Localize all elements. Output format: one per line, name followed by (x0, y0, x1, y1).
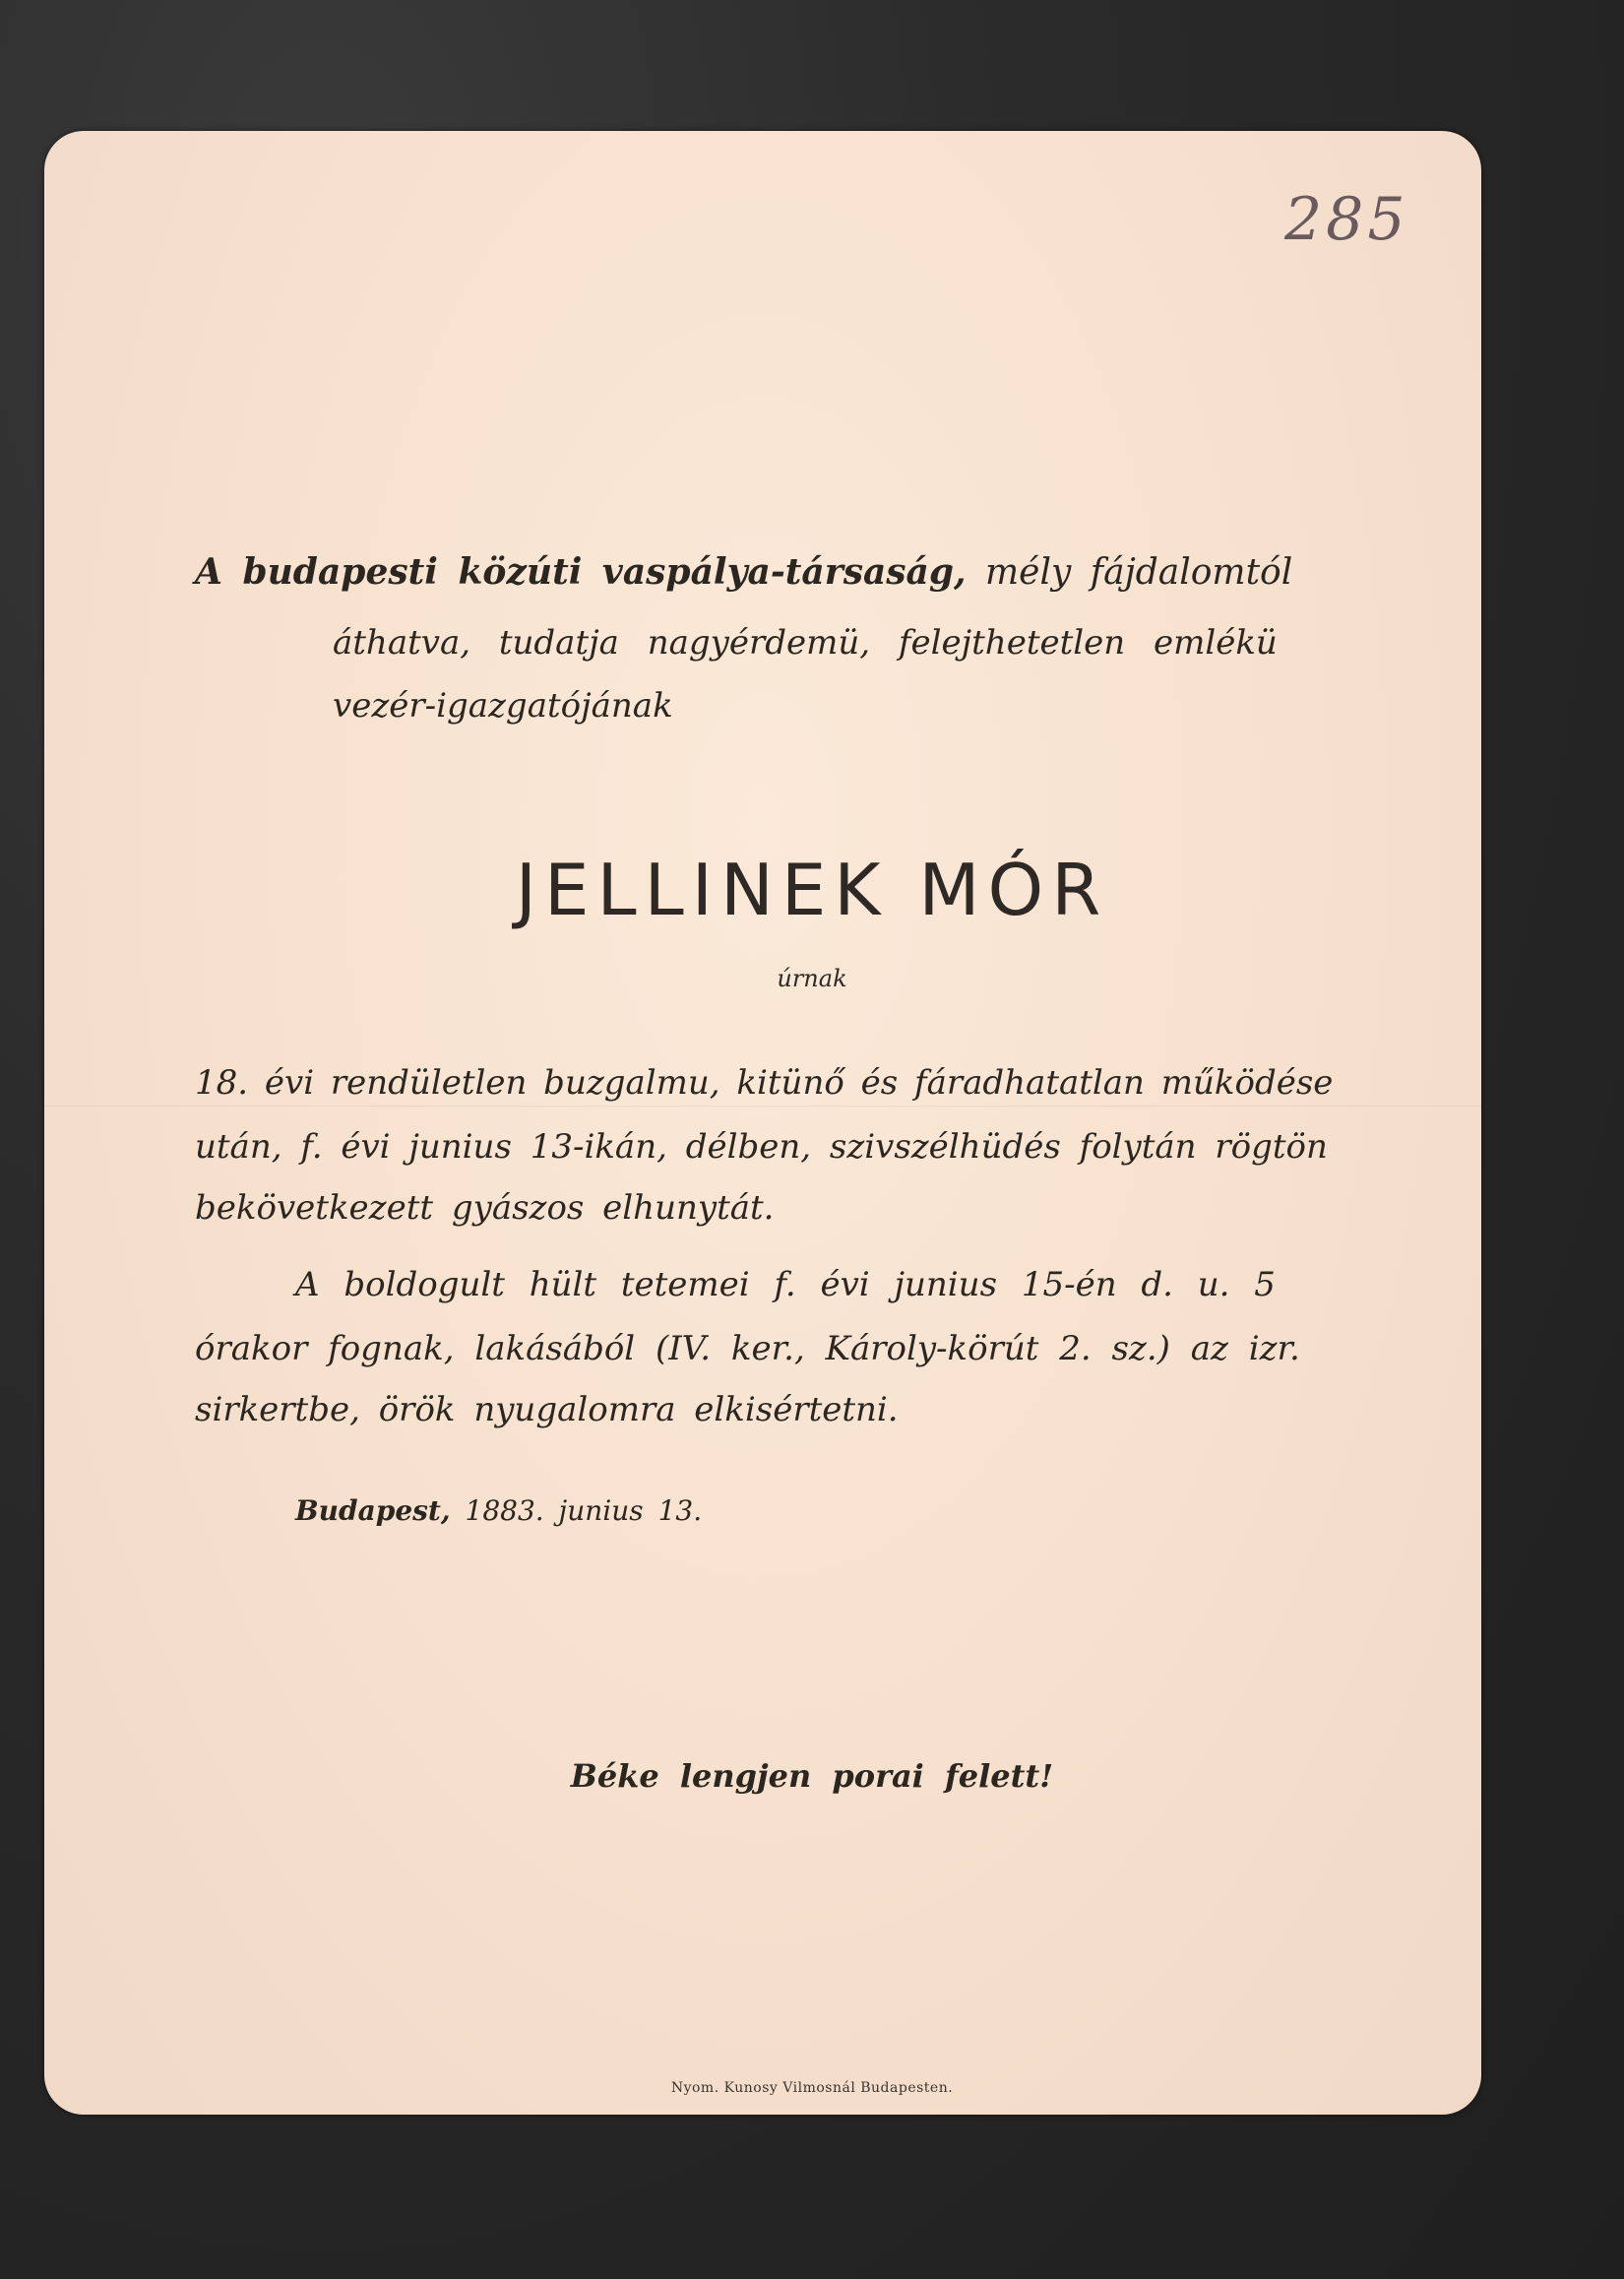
body-line-2: után, f. évi junius 13-ikán, délben, szivszélhüdés folytán rögtön (195, 1127, 1328, 1167)
farewell-line: Béke lengjen porai felett! (570, 1757, 1054, 1795)
paper-fold-line (44, 1106, 1481, 1108)
printer-imprint: Nyom. Kunosy Vilmosnál Budapesten. (670, 2080, 954, 2096)
funeral-line-3: sirkertbe, örök nyugalomra elkisértetni. (195, 1390, 899, 1429)
opening-line-1-rest: mély fájdalomtól (985, 552, 1293, 593)
opening-line-1 (195, 551, 1292, 593)
opening-line-3: vezér-igazgatójának (333, 686, 673, 726)
obituary-card (44, 131, 1481, 2115)
date-value: 1883. junius 13. (465, 1494, 703, 1527)
funeral-line-1: A boldogult hült tetemei f. évi junius 15-én d. u. 5 (295, 1265, 1276, 1304)
deceased-name: JELLINEK MÓR (515, 849, 1109, 931)
opening-line-2: áthatva, tudatja nagyérdemü, felejthetetlen emlékü (333, 623, 1278, 663)
archive-number: 285 (1284, 185, 1409, 254)
date-city: Budapest, (295, 1494, 451, 1527)
honorific: úrnak (777, 965, 847, 992)
body-line-3: bekövetkezett gyászos elhunytát. (195, 1188, 775, 1228)
organization-name: A budapesti közúti vaspálya-társaság, (195, 551, 967, 593)
funeral-line-2: órakor fognak, lakásából (IV. ker., Károly-körút 2. sz.) az izr. (195, 1329, 1300, 1368)
body-line-1: 18. évi rendületlen buzgalmu, kitünő és fáradhatatlan működése (195, 1063, 1334, 1103)
date-line (295, 1494, 702, 1527)
